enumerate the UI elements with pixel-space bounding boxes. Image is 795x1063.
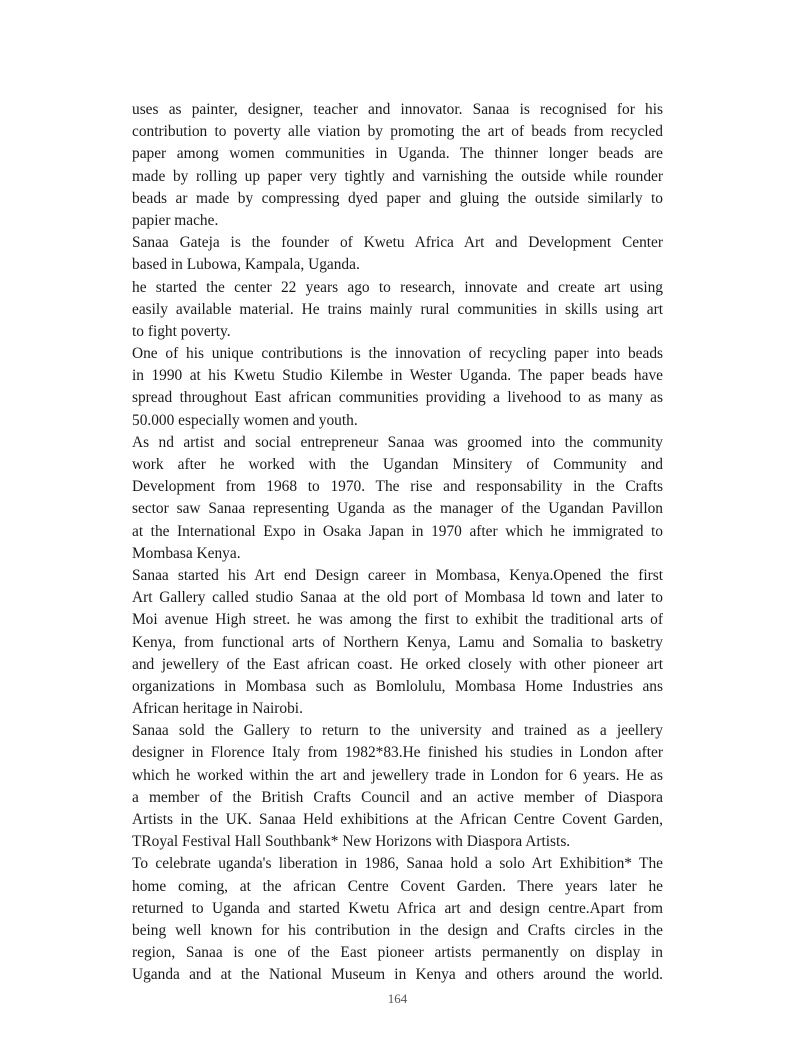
text-line: organizations in Mombasa such as Bomlolulu, Mombasa Home Industries ans <box>132 677 663 695</box>
text-line: based in Lubowa, Kampala, Uganda. <box>132 256 360 274</box>
text-line: TRoyal Festival Hall Southbank* New Horizons with Diaspora Artists. <box>132 833 571 851</box>
text-line: work after he worked with the Ugandan Minsitery of Community and <box>132 456 663 473</box>
text-line: at the International Expo in Osaka Japan in 1970 after which he immigrated to <box>132 522 663 540</box>
text-line: Mombasa Kenya. <box>132 544 241 562</box>
text-line: As nd artist and social entrepreneur Sanaa was groomed into the community <box>132 433 663 451</box>
text-line: easily available material. He trains mainly rural communities in skills using art <box>132 300 663 318</box>
text-line: Art Gallery called studio Sanaa at the old port of Mombasa ld town and later to <box>132 589 663 607</box>
text-line: Moi avenue High street. he was among the first to exhibit the traditional arts of <box>132 611 663 629</box>
text-line: which he worked within the art and jewellery trade in London for 6 years. He as <box>132 766 663 784</box>
paragraph <box>132 565 663 720</box>
text-line: uses as painter, designer, teacher and innovator. Sanaa is recognised for his <box>132 101 663 118</box>
text-line: being well known for his contribution in the design and Crafts circles in the <box>132 921 663 939</box>
text-line: returned to Uganda and started Kwetu Africa art and design centre.Apart from <box>132 899 663 917</box>
text-line: in 1990 at his Kwetu Studio Kilembe in Wester Uganda. The paper beads have <box>132 367 663 385</box>
text-line: spread throughout East african communities providing a livehood to as many as <box>132 389 663 407</box>
page-number: 164 <box>387 991 408 1006</box>
text-line: beads ar made by compressing dyed paper and gluing the outside similarly to <box>132 189 663 207</box>
body-text <box>132 99 663 987</box>
text-line: home coming, at the african Centre Covent Garden. There years later he <box>132 877 663 895</box>
text-line: designer in Florence Italy from 1982*83.He finished his studies in London after <box>132 744 663 762</box>
text-line: Uganda and at the National Museum in Kenya and others around the world. <box>132 966 663 984</box>
text-line: to fight poverty. <box>132 322 231 340</box>
text-line: Sanaa sold the Gallery to return to the university and trained as a jeellery <box>132 722 663 740</box>
paragraph <box>132 343 663 432</box>
text-line: One of his unique contributions is the innovation of recycling paper into beads <box>132 345 663 363</box>
text-line: region, Sanaa is one of the East pioneer artists permanently on display in <box>132 944 663 962</box>
text-line: Artists in the UK. Sanaa Held exhibitions at the African Centre Covent Garden, <box>132 811 663 828</box>
text-line: he started the center 22 years ago to research, innovate and create art using <box>132 278 663 296</box>
paragraph <box>132 720 663 853</box>
text-line: African heritage in Nairobi. <box>132 700 303 718</box>
paragraph <box>132 432 663 565</box>
text-line: a member of the British Crafts Council and an active member of Diaspora <box>132 788 663 806</box>
text-line: Development from 1968 to 1970. The rise and responsability in the Crafts <box>132 478 663 496</box>
text-line: To celebrate uganda's liberation in 1986, Sanaa hold a solo Art Exhibition* The <box>132 855 663 873</box>
paragraph <box>132 232 663 276</box>
text-line: Sanaa started his Art end Design career in Mombasa, Kenya.Opened the first <box>132 566 663 584</box>
text-line: paper among women communities in Uganda. The thinner longer beads are <box>132 145 663 163</box>
paragraph <box>132 99 663 232</box>
text-line: 50.000 especially women and youth. <box>132 411 358 429</box>
text-line: contribution to poverty alle viation by promoting the art of beads from recycled <box>132 123 663 141</box>
paragraph <box>132 853 663 986</box>
text-line: Kenya, from functional arts of Northern Kenya, Lamu and Somalia to basketry <box>132 633 663 651</box>
text-line: made by rolling up paper very tightly and varnishing the outside while rounder <box>132 167 663 185</box>
paragraph <box>132 277 663 344</box>
text-line: Sanaa Gateja is the founder of Kwetu Africa Art and Development Center <box>132 234 663 252</box>
text-line: papier mache. <box>132 211 219 229</box>
text-line: and jewellery of the East african coast. He orked closely with other pioneer art <box>132 655 663 673</box>
text-line: sector saw Sanaa representing Uganda as the manager of the Ugandan Pavillon <box>132 500 663 518</box>
